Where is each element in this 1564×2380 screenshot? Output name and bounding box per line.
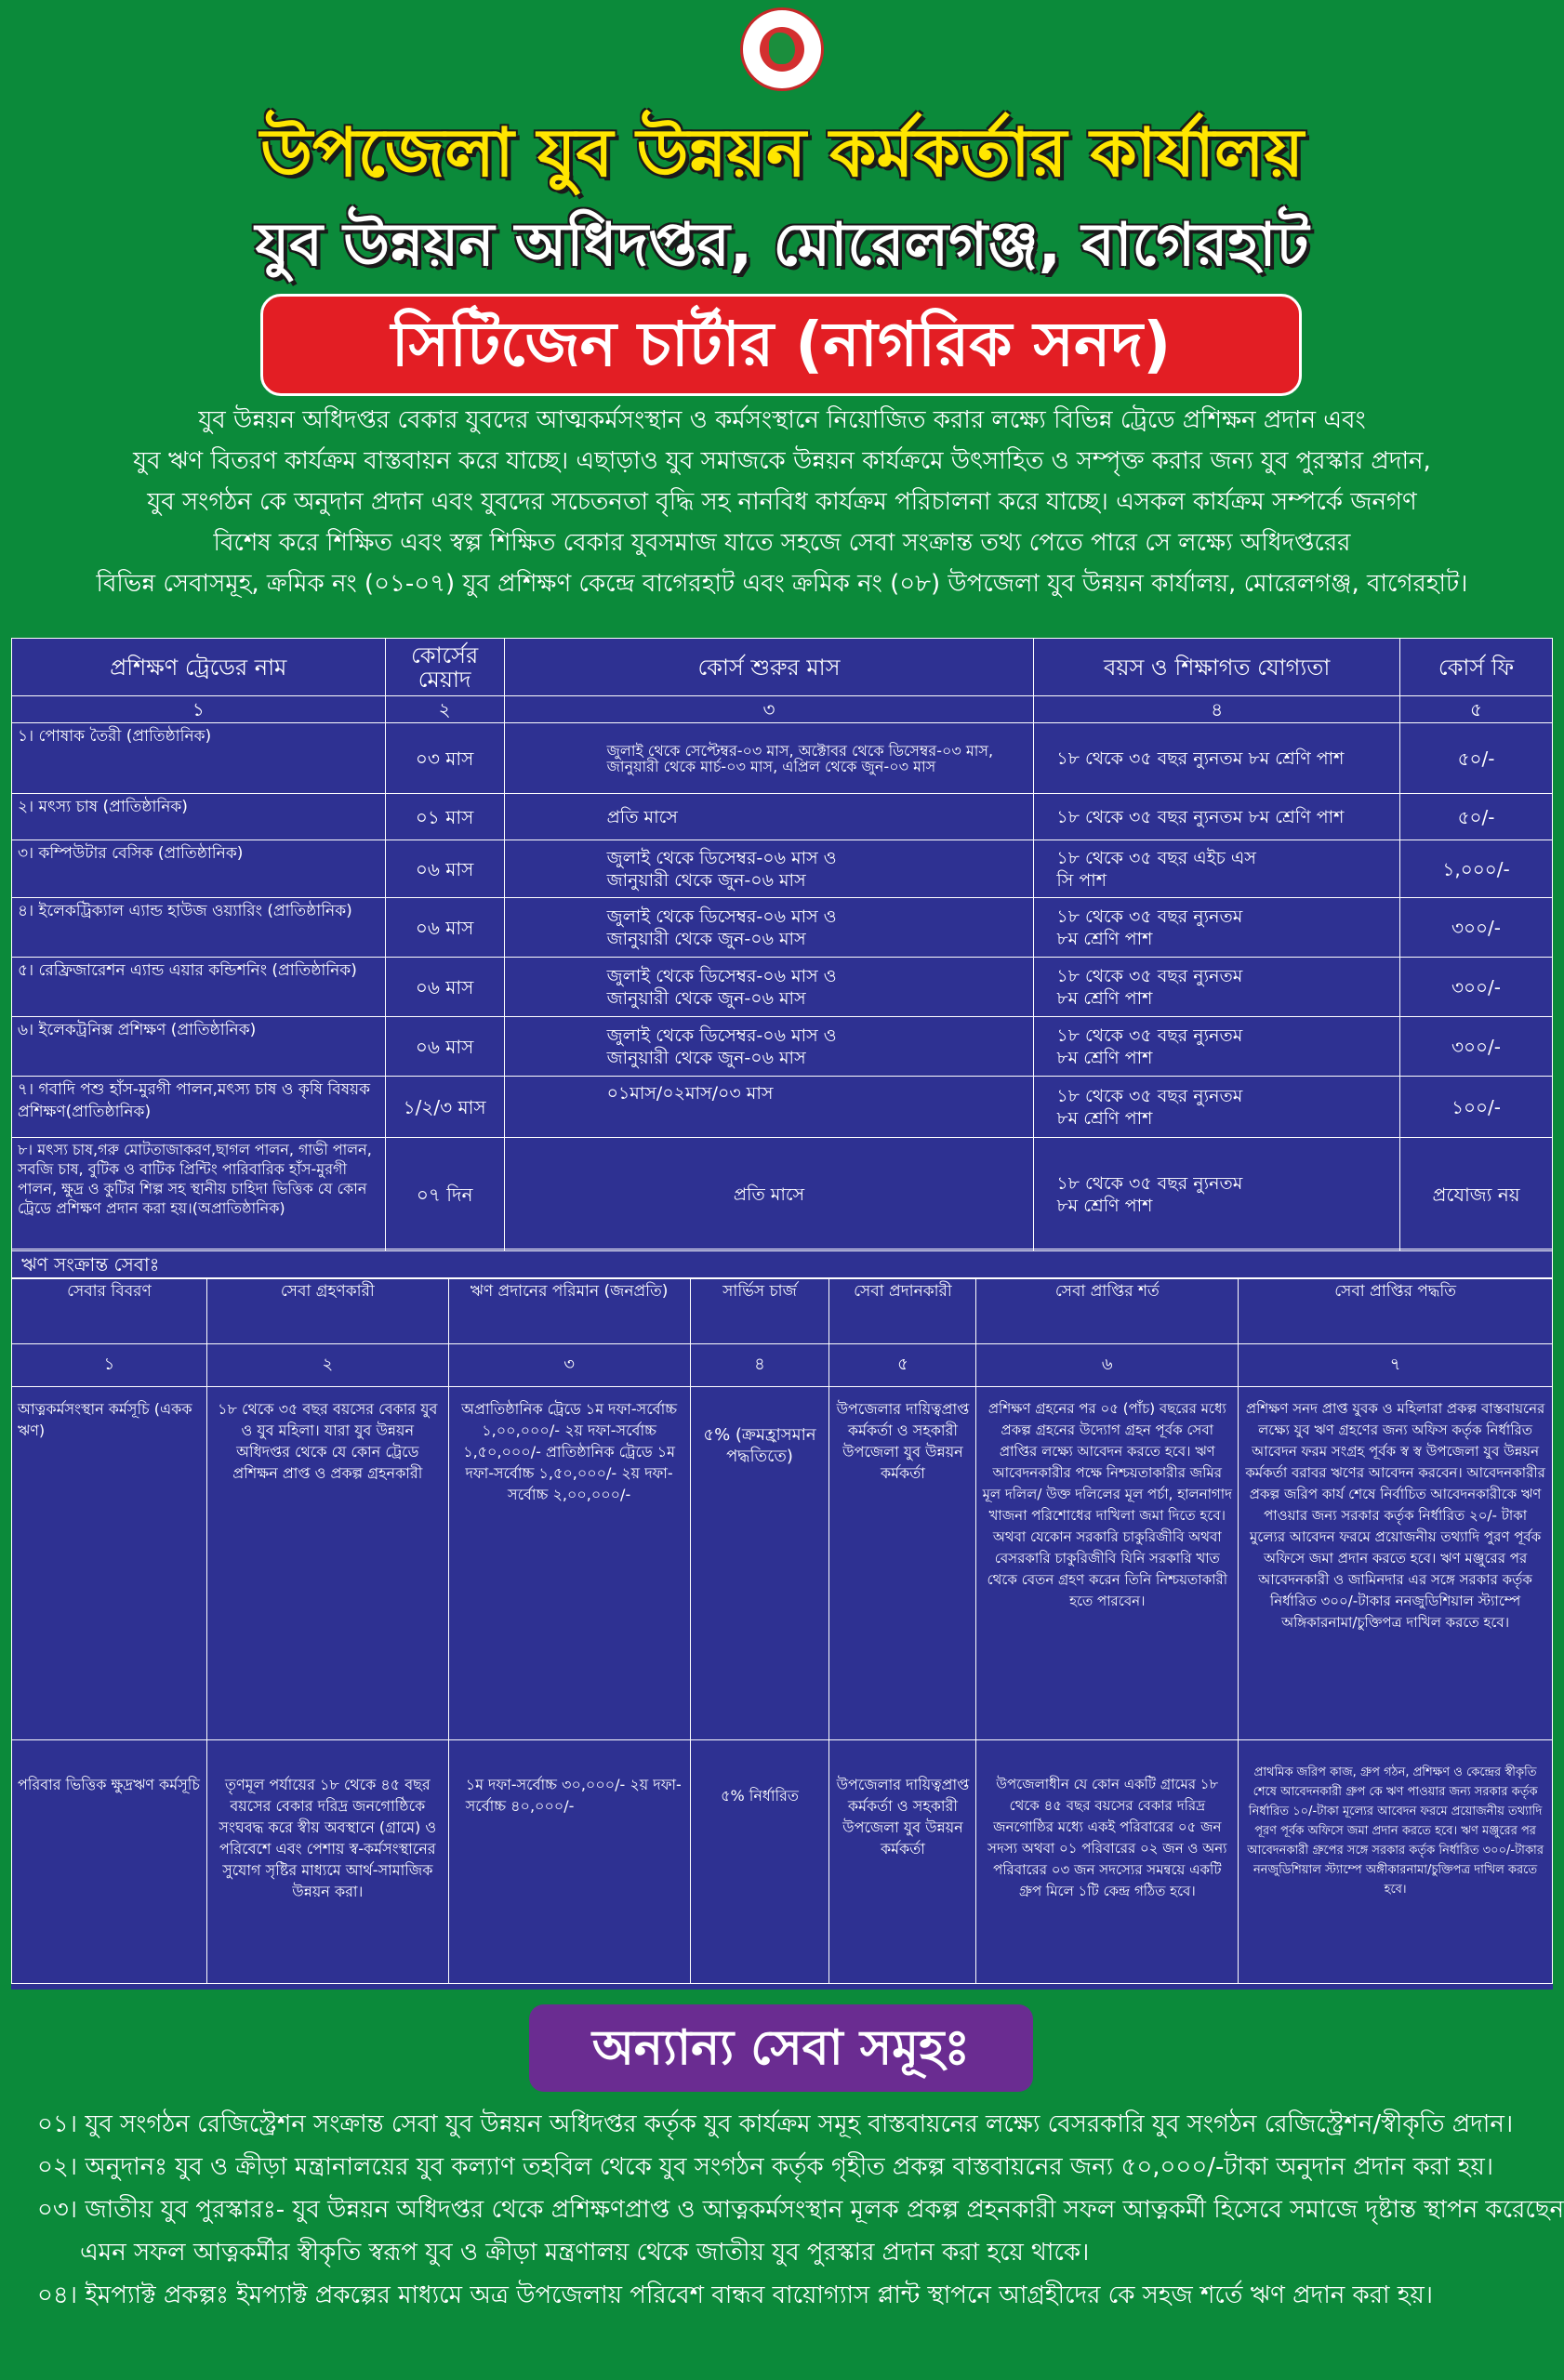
trade-name: ১। পোষাক তৈরী (প্রাতিষ্ঠানিক) (12, 723, 386, 794)
column-number: ২ (206, 1344, 448, 1387)
list-item: ০১। যুব সংগঠন রেজিস্ট্রেশন সংক্রান্ত সেবা যুব উন্নয়ন অধিদপ্তর কর্তৃক যুব কার্যক্রম সমূহ বাস্তবায়নের লক্ষ্যে বেসরকারি যুব সংগঠন রেজিস্ট্রেশন/স্বীকৃতি প্রদান। (37, 2110, 1514, 2138)
loan-condition: উপজেলাধীন যে কোন একটি গ্রামের ১৮ থেকে ৪৫ বছর বয়সের বেকার দরিদ্র জনগোষ্ঠির মধ্যে একই পরিবারের ০৫ জন সদস্য অথবা ০১ পরিবারের ০২ জন ও অন্য পরিবারের ০৩ জন সদস্যের সমন্বয়ে একটি গ্রুপ মিলে ১টি কেন্দ্র গঠিত হবে। (976, 1740, 1239, 1984)
loan-header-row (12, 1279, 1553, 1344)
table-row (12, 898, 1553, 958)
course-fee: প্রযোজ্য নয় (1400, 1138, 1553, 1251)
table-row (12, 1740, 1553, 1984)
header-service-description: সেবার বিবরণ (12, 1279, 207, 1344)
table-row (12, 1017, 1553, 1077)
header-trade-name: প্রশিক্ষণ ট্রেডের নাম (12, 639, 386, 696)
eligibility: ১৮ থেকে ৩৫ বছর ন্যুনতম ৮ম শ্রেণি পাশ (1034, 723, 1400, 794)
course-duration: ০৬ মাস (385, 958, 504, 1017)
loan-charge: ৫% (ক্রমহ্রাসমান পদ্ধতিতে) (690, 1387, 829, 1740)
start-months: প্রতি মাসে (504, 1138, 1034, 1251)
eligibility: ১৮ থেকে ৩৫ বছর এইচ এস সি পাশ (1034, 840, 1400, 898)
start-months: জুলাই থেকে ডিসেম্বর-০৬ মাস ও জানুয়ারী থেকে জুন-০৬ মাস (504, 840, 1034, 898)
eligibility: ১৮ থেকে ৩৫ বছর ন্যুনতম ৮ম শ্রেণি পাশ (1034, 898, 1400, 958)
header-start-month: কোর্স শুরুর মাস (504, 639, 1034, 696)
loan-number-row (12, 1344, 1553, 1387)
intro-line: যুব উন্নয়ন অধিদপ্তর বেকার যুবদের আত্মকর্মসংস্থান ও কর্মসংস্থানে নিয়োজিত করার লক্ষ্যে বিভিন্ন ট্রেডে প্রশিক্ষন প্রদান এবং (198, 406, 1366, 434)
intro-line: যুব সংগঠন কে অনুদান প্রদান এবং যুবদের সচেতনতা বৃদ্ধি সহ নানবিধ কার্যক্রম পরিচালনা করে যাচ্ছে। এসকল কার্যক্রম সম্পর্কে জনগণ (147, 488, 1417, 516)
training-header-row (12, 639, 1553, 696)
column-number: ৩ (504, 696, 1034, 723)
loan-service: পরিবার ভিত্তিক ক্ষুদ্রঋণ কর্মসূচি (12, 1740, 207, 1984)
loan-amount: ১ম দফা-সর্বোচ্চ ৩০,০০০/- ২য় দফা-সর্বোচ্চ ৪০,০০০/- (448, 1740, 690, 1984)
header-duration: কোর্সের মেয়াদ (385, 639, 504, 696)
list-item: ০২। অনুদানঃ যুব ও ক্রীড়া মন্ত্রানালয়ের যুব কল্যাণ তহবিল থেকে যুব সংগঠন কর্তৃক গৃহীত প্রকল্প বাস্তবায়নের জন্য ৫০,০০০/-টাকা অনুদান প্রদান করা হয়। (37, 2153, 1494, 2181)
course-duration: ০৬ মাস (385, 898, 504, 958)
course-fee: ১০০/- (1400, 1077, 1553, 1138)
table-row (12, 1387, 1553, 1740)
course-duration: ০৭ দিন (385, 1138, 504, 1251)
column-number: ৭ (1239, 1344, 1553, 1387)
trade-name: ৪। ইলেকট্রিক্যাল এ্যান্ড হাউজ ওয়্যারিং (প্রাতিষ্ঠানিক) (12, 898, 386, 958)
loan-method: প্রাথমিক জরিপ কাজ, গ্রুপ গঠন, প্রশিক্ষণ ও কেন্দ্রের স্বীকৃতি শেষে আবেদনকারী গ্রুপ কে ঋণ পাওয়ার জন্য সরকার কর্তৃক নির্ধারিত ১০/-টাকা মূল্যের আবেদন ফরমে প্রয়োজনীয় তথ্যাদি পূরণ পূর্বক অফিসে জমা প্রদান করতে হবে। ঋণ মঞ্জুরের পর আবেদনকারী গ্রুপের সঙ্গে সরকার কর্তৃক নির্ধারিত ৩০০/-টাকার ননজুডিশিয়াল স্ট্যাম্পে অঙ্গীকারনামা/চুক্তিপত্র দাখিল করতে হবে। (1239, 1740, 1553, 1984)
trade-name: ৭। গবাদি পশু হাঁস-মুরগী পালন,মৎস্য চাষ ও কৃষি বিষয়ক প্রশিক্ষণ(প্রাতিষ্ঠানিক) (12, 1077, 386, 1138)
course-duration: ০৬ মাস (385, 840, 504, 898)
trade-name: ৬। ইলেকট্রনিক্স প্রশিক্ষণ (প্রাতিষ্ঠানিক) (12, 1017, 386, 1077)
loan-recipient: তৃণমূল পর্যায়ের ১৮ থেকে ৪৫ বছর বয়সের বেকার দরিদ্র জনগোষ্ঠিকে সংঘবদ্ধ করে স্বীয় অবস্থানে (গ্রামে) ও পরিবেশে এবং পেশায় স্ব-কর্মসংস্থানের সুযোগ সৃষ্টির মাধ্যমে আর্থ-সামাজিক উন্নয়ন করা। (206, 1740, 448, 1984)
table-row (12, 1138, 1553, 1251)
course-duration: ০১ মাস (385, 794, 504, 840)
start-months: ০১মাস/০২মাস/০৩ মাস (504, 1077, 1034, 1138)
eligibility: ১৮ থেকে ৩৫ বছর ন্যুনতম ৮ম শ্রেণি পাশ (1034, 1138, 1400, 1251)
trade-name: ৩। কম্পিউটার বেসিক (প্রাতিষ্ঠানিক) (12, 840, 386, 898)
loan-recipient: ১৮ থেকে ৩৫ বছর বয়সের বেকার যুব ও যুব মহিলা। যারা যুব উন্নয়ন অধিদপ্তর থেকে যে কোন ট্রেডে প্রশিক্ষন প্রাপ্ত ও প্রকল্প গ্রহনকারী (206, 1387, 448, 1740)
citizen-charter-title: সিটিজেন চার্টার (নাগরিক সনদ) (260, 294, 1302, 396)
loan-section-title: ঋণ সংক্রান্ত সেবাঃ (11, 1249, 1553, 1278)
list-item: এমন সফল আত্নকর্মীর স্বীকৃতি স্বরূপ যুব ও ক্রীড়া মন্ত্রণালয় থেকে জাতীয় যুব পুরস্কার প্রদান করা হয়ে থাকে। (80, 2239, 1090, 2267)
training-number-row (12, 696, 1553, 723)
trade-name: ৮। মৎস্য চাষ,গরু মোটতাজাকরণ,ছাগল পালন, গাভী পালন, সবজি চাষ, বুটিক ও বাটিক প্রিন্টিং পারিবারিক হাঁস-মুরগী পালন, ক্ষুদ্র ও কুটির শিল্প সহ স্থানীয় চাহিদা ভিত্তিক যে কোন ট্রেডে প্রশিক্ষণ প্রদান করা হয়।(অপ্রাতিষ্ঠানিক) (12, 1138, 386, 1251)
loan-service: আত্নকর্মসংস্থান কর্মসূচি (একক ঋণ) (12, 1387, 207, 1740)
column-number: ৪ (690, 1344, 829, 1387)
course-fee: ৩০০/- (1400, 1017, 1553, 1077)
services-panel (11, 638, 1553, 1990)
course-fee: ৫০/- (1400, 794, 1553, 840)
column-number: ১ (12, 1344, 207, 1387)
trade-name: ৫। রেফ্রিজারেশন এ্যান্ড এয়ার কন্ডিশনিং (প্রাতিষ্ঠানিক) (12, 958, 386, 1017)
course-fee: ৩০০/- (1400, 898, 1553, 958)
column-number: ৩ (448, 1344, 690, 1387)
column-number: ১ (12, 696, 386, 723)
header-fee: কোর্স ফি (1400, 639, 1553, 696)
header-service-condition: সেবা প্রাপ্তির শর্ত (976, 1279, 1239, 1344)
course-fee: ৫০/- (1400, 723, 1553, 794)
eligibility: ১৮ থেকে ৩৫ বছর ন্যুনতম ৮ম শ্রেণি পাশ (1034, 1017, 1400, 1077)
header-service-recipient: সেবা গ্রহণকারী (206, 1279, 448, 1344)
intro-line: যুব ঋণ বিতরণ কার্যক্রম বাস্তবায়ন করে যাচ্ছে। এছাড়াও যুব সমাজকে উন্নয়ন কার্যক্রমে উৎসাহিত ও সম্পৃক্ত করার জন্য যুব পুরস্কার প্রদান, (133, 447, 1431, 475)
loan-provider: উপজেলার দায়িত্বপ্রাপ্ত কর্মকর্তা ও সহকারী উপজেলা যুব উন্নয়ন কর্মকর্তা (829, 1387, 976, 1740)
start-months: প্রতি মাসে (504, 794, 1034, 840)
other-services-list (37, 2103, 1564, 2317)
other-services-title: অন্যান্য সেবা সমূহঃ (529, 2004, 1033, 2092)
table-row (12, 723, 1553, 794)
training-table (11, 638, 1553, 1251)
intro-line: বিশেষ করে শিক্ষিত এবং স্বল্প শিক্ষিত বেকার যুবসমাজ যাতে সহজে সেবা সংক্রান্ত তথ্য পেতে পারে সে লক্ষ্যে অধিদপ্তরের (213, 529, 1351, 557)
bangladesh-map-icon (769, 33, 795, 64)
course-fee: ৩০০/- (1400, 958, 1553, 1017)
eligibility: ১৮ থেকে ৩৫ বছর ন্যুনতম ৮ম শ্রেণি পাশ (1034, 1077, 1400, 1138)
loan-provider: উপজেলার দায়িত্বপ্রাপ্ত কর্মকর্তা ও সহকারী উপজেলা যুব উন্নয়ন কর্মকর্তা (829, 1740, 976, 1984)
table-row (12, 794, 1553, 840)
column-number: ৫ (1400, 696, 1553, 723)
header-loan-amount: ঋণ প্রদানের পরিমান (জনপ্রতি) (448, 1279, 690, 1344)
loan-table (11, 1278, 1553, 1984)
course-duration: ১/২/৩ মাস (385, 1077, 504, 1138)
start-months: জুলাই থেকে সেপ্টেম্বর-০৩ মাস, অক্টোবর থেকে ডিসেম্বর-০৩ মাস, জানুয়ারী থেকে মার্চ-০৩ মাস, এপ্রিল থেকে জুন-০৩ মাস (504, 723, 1034, 794)
course-duration: ০৩ মাস (385, 723, 504, 794)
column-number: ২ (385, 696, 504, 723)
intro-line: বিভিন্ন সেবাসমূহ, ক্রমিক নং (০১-০৭) যুব প্রশিক্ষণ কেন্দ্রে বাগেরহাট এবং ক্রমিক নং (০৮) উপজেলা যুব উন্নয়ন কার্যালয়, মোরেলগঞ্জ, বাগেরহাট। (96, 570, 1468, 598)
loan-condition: প্রশিক্ষণ গ্রহনের পর ০৫ (পাঁচ) বছরের মধ্যে প্রকল্প গ্রহনের উদ্যোগ গ্রহন পূর্বক সেবা প্রাপ্তির লক্ষ্যে আবেদন করতে হবে। ঋণ আবেদনকারীর পক্ষে নিশ্চয়তাকারীর জমির মূল দলিল/ উক্ত দলিলের মূল পর্চা, হালনাগাদ খাজনা পরিশোধের দাখিলা জমা দিতে হবে। অথবা যেকোন সরকারি চাকুরিজীবি অথবা বেসরকারি চাকুরিজীবি যিনি সরকারি খাত থেকে বেতন গ্রহণ করেন তিনি নিশ্চয়তাকারী হতে পারবেন। (976, 1387, 1239, 1740)
table-row (12, 1077, 1553, 1138)
header-eligibility: বয়স ও শিক্ষাগত যোগ্যতা (1034, 639, 1400, 696)
loan-method: প্রশিক্ষণ সনদ প্রাপ্ত যুবক ও মহিলারা প্রকল্প বাস্তবায়নের লক্ষ্যে যুব ঋণ গ্রহণের জন্য অফিস কর্তৃক নির্ধারিত আবেদন ফরম সংগ্রহ পূর্বক স্ব স্ব উপজেলা যুব উন্নয়ন কর্মকর্তা বরাবর ঋণের আবেদন করবেন। আবেদনকারীর প্রকল্প জরিপ কার্য শেষে নির্বাচিত আবেদনকারীকে ঋণ পাওয়ার জন্য সরকার কর্তৃক নির্ধারিত ২০/- টাকা মুল্যের আবেদন ফরমে প্রয়োজনীয় তথ্যাদি পুরণ পূর্বক অফিসে জমা প্রদান করতে হবে। ঋণ মঞ্জুরের পর আবেদনকারী ও জামিনদার এর সঙ্গে সরকার কর্তৃক নির্ধারিত ৩০০/-টাকার ননজুডিশিয়াল স্ট্যাম্পে অঙ্গিকারনামা/চুক্তিপত্র দাখিল করতে হবে। (1239, 1387, 1553, 1740)
eligibility: ১৮ থেকে ৩৫ বছর ন্যুনতম ৮ম শ্রেণি পাশ (1034, 958, 1400, 1017)
table-row (12, 840, 1553, 898)
table-row (12, 958, 1553, 1017)
column-number: ৫ (829, 1344, 976, 1387)
government-logo (740, 7, 824, 91)
loan-amount: অপ্রাতিষ্ঠানিক ট্রেডে ১ম দফা-সর্বোচ্চ ১,০০,০০০/- ২য় দফা-সর্বোচ্চ ১,৫০,০০০/- প্রাতিষ্ঠানিক ট্রেডে ১ম দফা-সর্বোচ্চ ১,৫০,০০০/- ২য় দফা-সর্বোচ্চ ২,০০,০০০/- (448, 1387, 690, 1740)
start-months: জুলাই থেকে ডিসেম্বর-০৬ মাস ও জানুয়ারী থেকে জুন-০৬ মাস (504, 958, 1034, 1017)
header-service-method: সেবা প্রাপ্তির পদ্ধতি (1239, 1279, 1553, 1344)
header-service-provider: সেবা প্রদানকারী (829, 1279, 976, 1344)
column-number: ৪ (1034, 696, 1400, 723)
start-months: জুলাই থেকে ডিসেম্বর-০৬ মাস ও জানুয়ারী থেকে জুন-০৬ মাস (504, 898, 1034, 958)
header-service-charge: সার্ভিস চার্জ (690, 1279, 829, 1344)
loan-charge: ৫% নির্ধারিত (690, 1740, 829, 1984)
course-fee: ১,০০০/- (1400, 840, 1553, 898)
eligibility: ১৮ থেকে ৩৫ বছর ন্যুনতম ৮ম শ্রেণি পাশ (1034, 794, 1400, 840)
start-months: জুলাই থেকে ডিসেম্বর-০৬ মাস ও জানুয়ারী থেকে জুন-০৬ মাস (504, 1017, 1034, 1077)
department-title: যুব উন্নয়ন অধিদপ্তর, মোরেলগঞ্জ, বাগেরহাট (255, 211, 1309, 280)
intro-paragraph (9, 400, 1555, 604)
list-item: ০৩। জাতীয় যুব পুরস্কারঃ- যুব উন্নয়ন অধিদপ্তর থেকে প্রশিক্ষণপ্রাপ্ত ও আত্নকর্মসংস্থান মূলক প্রকল্প প্রহনকারী সফল আত্নকর্মী হিসেবে সমাজে দৃষ্টান্ত স্থাপন করেছেন (37, 2196, 1564, 2224)
column-number: ৬ (976, 1344, 1239, 1387)
course-duration: ০৬ মাস (385, 1017, 504, 1077)
trade-name: ২। মৎস্য চাষ (প্রাতিষ্ঠানিক) (12, 794, 386, 840)
office-title: উপজেলা যুব উন্নয়ন কর্মকর্তার কার্যালয় (259, 113, 1305, 192)
list-item: ০৪। ইমপ্যাক্ট প্রকল্পঃ ইমপ্যাক্ট প্রকল্পের মাধ্যমে অত্র উপজেলায় পরিবেশ বান্ধব বায়োগ্যাস প্লান্ট স্থাপনে আগ্রহীদের কে সহজ শর্তে ঋণ প্রদান করা হয়। (37, 2281, 1434, 2309)
